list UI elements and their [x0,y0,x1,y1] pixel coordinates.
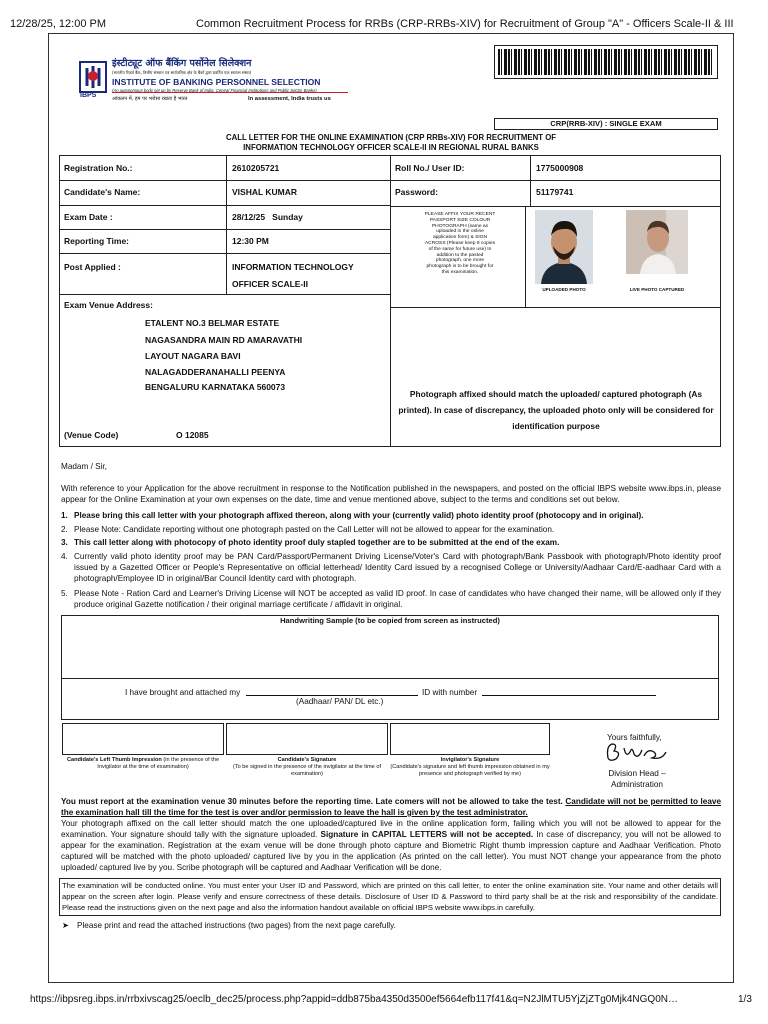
handwriting-box [61,615,719,720]
row-divider [59,253,391,254]
exam-date-value: 28/12/25 Sunday [232,212,303,222]
row-divider [390,180,721,181]
exam-date-label: Exam Date : [64,212,113,222]
details-left-block [59,155,391,295]
id-number-blank [482,695,656,696]
row-divider [59,180,391,181]
intro-paragraph: With reference to your Application for the above recruitment in response to the Notification published in the newspapers, and posted on the official IBPS website www.ibps.in, please appear for the Online Examination at your own expenses on the date, time and venue mentioned above, subject to the terms and conditions set out below. [61,484,721,504]
venue-line-1: ETALENT NO.3 BELMAR ESTATE [145,318,280,328]
roll-label: Roll No./ User ID: [395,163,465,173]
point-number: 1. [61,511,68,520]
arrow-icon: ➤ [62,921,69,930]
barcode [498,49,714,75]
exam-label: CRP(RRB-XIV) : SINGLE EXAM [494,118,718,130]
signature-image [604,740,668,771]
logo-tagline: In assessment, India trusts us [248,96,331,102]
point-4: Currently valid photo identity proof may be PAN Card/Passport/Permanent Driving License/Voter's Card with photograph/Bank Passbook with photograph/Photo identity proof issued by a Gazetted Officer or People's Representative on official letterhead/ Identity Card issued by a recognised College or University/Aadhaar Card/E-aadhaar Card with a photograph/Employee ID in original/Bar Council Identity card with photograph. [74,552,721,583]
reporting-time-value: 12:30 PM [232,236,269,246]
handwriting-divider [61,678,719,679]
yours-faithfully: Yours faithfully, [607,733,662,742]
thumb-box [62,723,224,755]
name-label: Candidate's Name: [64,187,141,197]
photo-para-bold: Signature in CAPITAL LETTERS will not be accepted. [320,830,534,839]
photo-affix-note: PLEASE AFFIX YOUR RECENT PASSPORT SIZE COLOUR PHOTOGRAPH (same as uploaded in the online application form) & SIGN ACROSS (Please keep 8 copies of the same for future use) In addition to the pasted photograph, one more photograph is to be brought for this examination. [424,212,496,275]
salutation: Madam / Sir, [61,462,107,471]
logo-english-name: INSTITUTE OF BANKING PERSONNEL SELECTION [112,77,321,87]
invig-caption [390,757,550,778]
point-3: This call letter along with photocopy of photo identity proof duly stapled together are to be submitted at the end of the exam. [74,538,560,547]
venue-label: Exam Venue Address: [64,300,153,310]
print-timestamp: 12/28/25, 12:00 PM [10,18,107,30]
logo-hindi-name: इंस्टीट्यूट ऑफ बैंकिंग पर्सोनेल सिलेक्शन [112,58,252,69]
thumb-title: Candidate's Left Thumb Impression [66,757,162,763]
photo-para-2: In case of discrepancy, you will not be allowed to appear for the examination. Registration at the exam venue will be done through photo capture and Biometric Right thumb impression capture and Aadhaar Verification. Photo captured will be matched with the photo uploaded/ captured live by you in the application (As printed on the call letter). You must NOT change your appearance from the photo uploaded/ captured live by you. Scribe photograph will be captured and Aadhaar Verification will be done. [61,830,722,872]
row-divider [59,229,391,230]
password-label: Password: [395,187,438,197]
live-photo-label: LIVE PHOTO CAPTURED [629,287,685,292]
photo-paragraph [61,818,721,873]
reg-label: Registration No.: [64,163,133,173]
print-note: Please print and read the attached instructions (two pages) from the next page carefully. [77,921,396,930]
point-2: Please Note: Candidate reporting without one photograph pasted on the Call Letter will not be allowed to appear for the examination. [74,525,555,534]
venue-code-value: O 12085 [176,430,209,440]
signatory-line-1: Division Head – [608,769,666,778]
live-photo [626,210,688,274]
uploaded-photo-image [535,210,593,284]
post-value-line-1: INFORMATION TECHNOLOGY [232,262,354,272]
name-value: VISHAL KUMAR [232,187,298,197]
thumb-sub: (in the presence of the Invigilator at the time of examination) [97,757,220,770]
id-line-text-2: ID with number [422,688,478,697]
sign-caption [226,757,388,778]
report-underline: Candidate will not be permitted to leave the examination hall till the time for the test is over and/or permission to leave the hall is given by the test administrator. [61,797,721,817]
post-label: Post Applied : [64,262,121,272]
report-bold: You must report at the examination venue 30 minutes before the reporting time. Late comers will not be allowed to take the test. [61,797,563,806]
uploaded-photo [535,210,593,284]
point-number: 3. [61,538,68,547]
sign-sub: (To be signed in the presence of the invigilator at the time of examination) [232,764,381,777]
uploaded-photo-label: UPLOADED PHOTO [542,287,586,292]
id-line-sub: (Aadhaar/ PAN/ DL etc.) [296,697,384,706]
live-photo-image [626,210,688,274]
print-page-number: 1/3 [738,994,752,1005]
online-note: The examination will be conducted online. You must enter your User ID and Password, which are printed on this call letter, to enter the online examination site. Your name and other details will appear on the screen after login. Please verify and ensure correctness of these details. Disclosure of User ID & Password to third party shall be at the risk and responsibility of the candidate. Please read the instructions given on the next page and also the information handout available on official IBPS website www.ibps.in carefully. [62,881,718,912]
venue-line-2: NAGASANDRA MAIN RD AMARAVATHI [145,335,303,345]
point-5: Please Note - Ration Card and Learner's Driving License will NOT be accepted as valid ID proof. In case of candidates who have changed their name, will be allowed only if they produce original Gazette notification / their original marriage certificate / affidavit in original. [74,589,721,609]
candidate-sign-box [226,723,388,755]
photo-para-1: Your photograph affixed on the call letter should match the one uploaded/captured live in the online application form, failing which you will not be allowed to appear for the examination. Your signature should tally with the signature uploaded. [61,819,721,839]
logo-divider [112,92,348,93]
point-number: 2. [61,525,68,534]
point-number: 5. [61,589,68,598]
venue-code-label: (Venue Code) [64,430,119,440]
id-line-text-1: I have brought and attached my [125,688,241,697]
password-value: 51179741 [536,187,574,197]
logo-mark: IBPS [80,92,97,99]
report-paragraph [61,796,721,818]
invigilator-sign-box [390,723,550,755]
details-col-divider [530,155,531,207]
details-col-divider [226,155,227,295]
logo-english-sub: (An autonomous body set up by Reserve Bank of India, Central Financial Institutions and Public Sector Banks) [112,88,317,93]
heading-line-1: CALL LETTER FOR THE ONLINE EXAMINATION (CRP RRBs-XIV) FOR RECRUITMENT OF [225,133,557,142]
reg-value: 2610205721 [232,163,280,173]
thumb-caption [62,757,224,771]
reporting-time-label: Reporting Time: [64,236,130,246]
venue-line-3: LAYOUT NAGARA BAVI [145,351,241,361]
roll-value: 1775000908 [536,163,584,173]
invig-title: Invigilator's Signature [440,757,500,763]
logo-hindi-tagline: आंकलन में, हम पर भरोसा रखता है भारत [112,96,188,102]
venue-line-5: BENGALURU KARNATAKA 560073 [145,382,286,392]
row-divider [59,205,391,206]
venue-line-4: NALAGADDERANAHALLI PEENYA [145,367,286,377]
invig-sub: (Candidate's signature and left thumb impression obtained in my presence and photograph verified by me) [390,764,550,777]
barcode-box [494,45,718,79]
signatory-line-2: Administration [611,780,663,789]
heading-line-2: INFORMATION TECHNOLOGY OFFICER SCALE-II IN REGIONAL RURAL BANKS [243,143,539,152]
print-url: https://ibpsreg.ibps.in/rrbxivscag25/oeclb_dec25/process.php?appid=ddb875ba4350d3500ef5664efb117f41&q=N2JlMTU5YjZjZTg0Mjk4NGQ0N… [30,994,678,1005]
point-number: 4. [61,552,68,561]
print-title: Common Recruitment Process for RRBs (CRP-RRBs-XIV) for Recruitment of Group "A" - Officers Scale-II & III [196,18,734,30]
handwriting-title: Handwriting Sample (to be copied from screen as instructed) [280,616,500,625]
sign-title: Candidate's Signature [277,757,337,763]
point-1: Please bring this call letter with your photograph affixed thereon, along with your (currently valid) photo identity proof (photocopy and in original). [74,511,644,520]
photo-match-note: Photograph affixed should match the uploaded/ captured photograph (As printed). In case of discrepancy, the uploaded photo only will be considered for identification purpose [398,389,714,431]
post-value-line-2: OFFICER SCALE-II [232,279,309,289]
logo-hindi-sub: (भारतीय रिज़र्व बैंक, वित्तीय संस्थान एवं सार्वजनिक क्षेत्र के बैंकों द्वारा प्रवर्तित एक स्वायत्त संस्था) [112,70,252,75]
photo-divider [525,206,526,308]
